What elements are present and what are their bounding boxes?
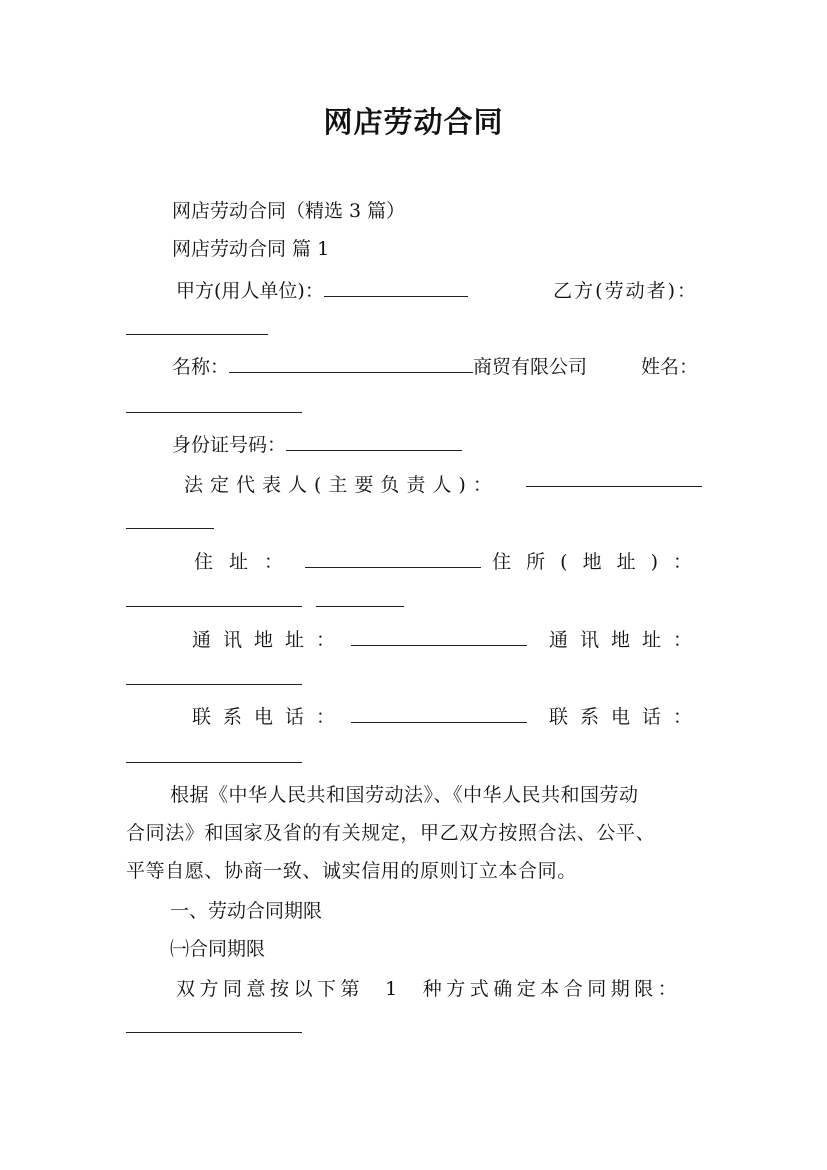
id-line bbox=[172, 432, 748, 458]
party-b-label: 乙方(劳动者)： bbox=[553, 280, 698, 302]
party-b-blank bbox=[126, 320, 268, 335]
party-line bbox=[176, 278, 698, 304]
phone-line bbox=[192, 704, 704, 730]
phone-label-b: 联系电话： bbox=[548, 706, 704, 728]
term-blank bbox=[126, 1018, 302, 1033]
address-line bbox=[194, 549, 707, 575]
name-line bbox=[172, 354, 698, 380]
person-name-blank-line bbox=[126, 394, 702, 420]
subtitle-line: 网店劳动合同（精选 3 篇） bbox=[172, 200, 406, 222]
phone-b-blank bbox=[126, 748, 302, 763]
term-blank-line bbox=[126, 1014, 702, 1040]
paragraph-line-3: 平等自愿、协商一致、诚实信用的原则订立本合同。 bbox=[126, 860, 577, 882]
party-a-label: 甲方(用人单位)： bbox=[176, 280, 324, 302]
address-blank bbox=[305, 553, 481, 568]
id-label: 身份证号码： bbox=[172, 434, 287, 456]
name-label: 名称： bbox=[172, 356, 230, 378]
residence-blank bbox=[126, 592, 302, 607]
party-b-blank-line bbox=[126, 316, 702, 342]
legal-rep-label: 法定代表人(主要负责人)： bbox=[184, 474, 499, 496]
mail-address-label-a: 通讯地址： bbox=[192, 629, 348, 651]
paragraph-line-2: 合同法》和国家及省的有关规定，甲乙双方按照合法、公平、 bbox=[126, 822, 656, 844]
paragraph-line-1: 根据《中华人民共和国劳动法》、《中华人民共和国劳动 bbox=[170, 784, 639, 806]
legal-rep-line bbox=[184, 472, 702, 498]
id-number-blank bbox=[286, 436, 462, 451]
mail-address-b-blank bbox=[126, 670, 302, 685]
legal-rep-blank-cont bbox=[126, 514, 214, 529]
person-name-blank bbox=[126, 398, 302, 413]
residence-blank-line bbox=[126, 588, 702, 614]
document-title: 网店劳动合同 bbox=[323, 105, 504, 139]
legal-rep-blank bbox=[526, 472, 702, 487]
company-suffix: 商贸有限公司 bbox=[473, 356, 588, 378]
phone-a-blank bbox=[351, 708, 527, 723]
mail-address-b-blank-line bbox=[126, 666, 702, 692]
subsection-heading-1: ㈠合同期限 bbox=[170, 938, 266, 960]
residence-blank-extra bbox=[316, 592, 404, 607]
phone-label-a: 联系电话： bbox=[192, 706, 348, 728]
phone-b-blank-line bbox=[126, 744, 702, 770]
chapter-heading: 网店劳动合同 篇 1 bbox=[172, 238, 330, 260]
residence-label: 住所(地址)： bbox=[492, 551, 707, 573]
mail-address-line bbox=[192, 627, 704, 653]
section-heading-1: 一、劳动合同期限 bbox=[170, 900, 323, 922]
legal-rep-blank-line bbox=[126, 510, 702, 536]
term-line: 双方同意按以下第 1 种方式确定本合同期限： bbox=[176, 978, 682, 1000]
person-name-label: 姓名： bbox=[640, 356, 698, 378]
mail-address-label-b: 通讯地址： bbox=[548, 629, 704, 651]
mail-address-a-blank bbox=[351, 631, 527, 646]
address-label: 住址： bbox=[194, 551, 300, 573]
company-name-blank bbox=[229, 358, 473, 373]
party-a-blank bbox=[324, 282, 468, 297]
